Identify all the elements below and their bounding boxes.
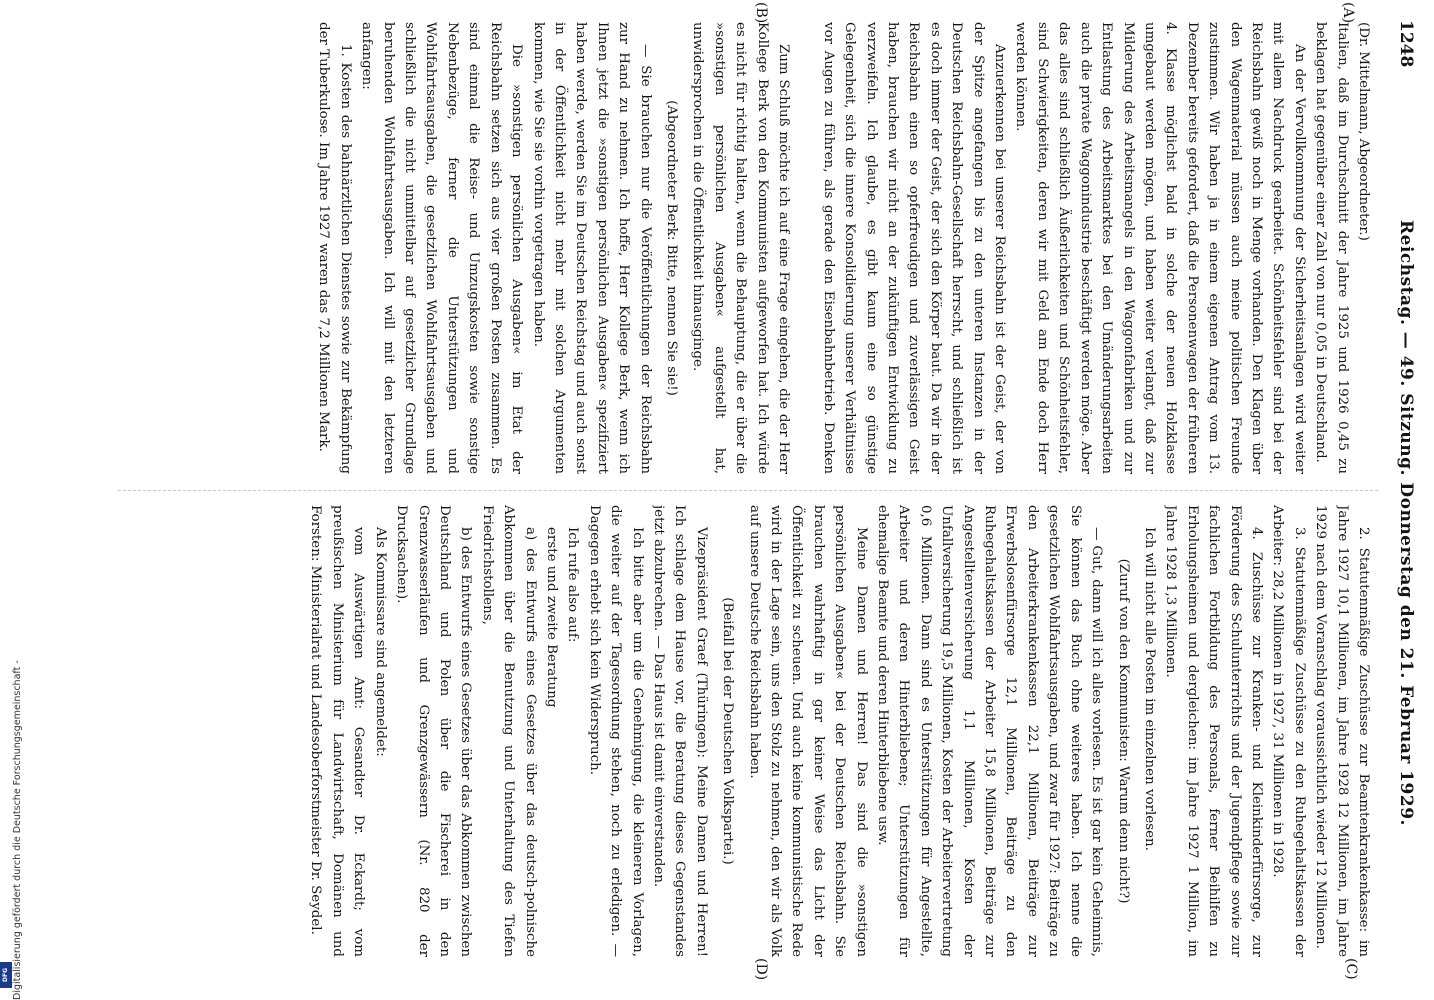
- digitization-credit: Digitalisierung gefördert durch die Deutsche Forschungsgemeinschaft -: [12, 660, 23, 1000]
- column-separator: [118, 490, 1378, 491]
- paragraph: — Gut, dann will ich alles vorlesen. Es ist gar kein Geheimnis, Sie können das Buch ohne weiteres haben. Ich nenne die gesetzlichen Wohlfahrtsausgaben, und zwar für 1927: Beiträge zu den Arbeiterkrankenkassen 22,1 Millionen, Beiträge zur Erwerbslosenfürsorge 12,1 Millionen, Beiträge zu den Ruhegehaltskassen der Arbeiter 15,8 Millionen, Beiträge zur Angestelltenversicherung 1,1 Millionen, Kosten der Unfallversicherung 19,5 Millionen, Kosten der Arbeitervertretung 0,6 Millionen. Dann sind es Unterstützungen für Angestellte, Arbeiter und deren Hinterbliebene; Unterstützungen für ehemalige Beamte und deren Hinterbliebene usw.: [875, 505, 1105, 957]
- paragraph: erste und zweite Beratung: [543, 527, 559, 708]
- paragraph: Anzuerkennen bei unserer Reichsbahn ist der Geist, der von der Spitze angefangen bis zu den unteren Instanzen in der Deutschen Reichsbahn-Gesellschaft herrscht, und schließlich ist es doch immer der Geist, der sich den Körper baut. Da wir in der Reichsbahn einen so opferfreudigen und zuverlässigen Geist haben, brauchen wir nicht an der zukünftigen Entwicklung zu verzweifeln. Ich glaube, es gibt kaum eine so günstige Gelegenheit, sich die innere Konsolidierung unserer Verhältnisse vor Augen zu führen, als gerade den Eisenbahnbetrieb. Denken: [820, 22, 1008, 474]
- list-item: 3. Statutenmäßige Zuschüsse zu den Ruhegehaltskassen der Arbeiter: 28,2 Millionen in 1927, 31 Millionen in 1928.: [1270, 505, 1307, 957]
- dfg-logo: DFG: [0, 962, 12, 988]
- speaker-line: (Dr. Mittelmann, Abgeordneter.): [1356, 22, 1371, 241]
- list-item: b) des Entwurfs eines Gesetzes über das Abkommen zwischen Deutschland und Polen über die Fischerei in den Grenzwasserläufen und Grenzgewässern (Nr. 820 der Drucksachen).: [394, 505, 474, 957]
- paragraph: Die »sonstigen persönlichen Ausgaben« im Etat der Reichsbahn setzen sich aus vier großen Posten zusammen. Es sind einmal die Reise- und Umzugskosten sowie sonstige Nebenbezüge, ferner die Unterstützungen und Wohlfahrtsausgaben, die gesetzlichen Wohlfahrtsausgaben und schließlich die nicht unmittelbar auf gesetzlicher Grundlage beruhenden Wohlfahrtsausgaben. Ich will mit den letzteren anfangen:: [359, 22, 525, 474]
- paragraph: Ich will nicht alle Posten im einzelnen vorlesen.: [1141, 527, 1157, 851]
- list-item: 2. Statutenmäßige Zuschüsse zur Beamtenkrankenkasse: im Jahre 1927 10,1 Millionen, im Jahre 1928 12 Millionen, im Jahre 1929 nach dem Voranschlag voraussichtlich wieder 12 Millionen.: [1313, 505, 1371, 957]
- interjection: (Zuruf von den Kommunisten: Warum denn nicht?): [1115, 558, 1131, 904]
- interjection: (Abgeordneter Berk: Bitte, nennen Sie sie!): [663, 100, 679, 396]
- list-item: 1. Kosten des bahnärztlichen Dienstes sowie zur Bekämpfung der Tuberkulose. Im Jahre 1927 waren das 7,2 Millionen Mark.: [316, 22, 353, 474]
- paragraph: Zum Schluß möchte ich auf eine Frage eingehen, die der Herr Kollege Berk von den Kommunisten aufgeworfen hat. Ich würde es nicht für richtig halten, wenn die Behauptung, die er über die »sonstigen persönlichen Ausgaben« aufgestellt hat, unwidersprochen in die Öffentlichkeit hinausginge.: [690, 22, 791, 474]
- page-number: 1248: [1396, 20, 1416, 68]
- margin-mark-a: (A): [1340, 2, 1356, 24]
- left-column: [814, 22, 1374, 474]
- running-title: Reichstag. — 49. Sitzung. Donnerstag den 21. Februar 1929.: [1396, 220, 1416, 826]
- paragraph: Vizepräsident Graef (Thüringen): Meine Damen und Herren! Ich schlage dem Hause vor, die Beratung dieses Gegenstandes jetzt abzubrechen. — Das Haus ist damit einverstanden.: [651, 505, 709, 957]
- margin-mark-b: (B): [753, 2, 769, 24]
- paragraph: An der Vervollkommnung der Sicherheitsanlagen wird weiter mit allem Nachdruck gearbeitet. Schönheitsfehler sind bei der Reichsbahn gewiß noch in Menge vorhanden. Den Klagen über den Wagenmaterial müssen auch meine politischen Freunde zustimmen. Wir haben ja in einem eigenen Antrag vom 13. Dezember bereits gefordert, daß die Personenwagen der früheren 4. Klasse möglichst bald in solche der neuen Holzklasse umgebaut werden mögen, und haben weiter verlangt, daß zur Milderung des Arbeitsmangels in den Waggonfabriken und zur Entlastung des Arbeitsmarktes bei den Umänderungsarbeiten auch die private Waggonindustrie beschäftigt werden möge. Aber das alles sind schließlich Äußerlichkeiten und Schönheitsfehler, sind Schwierigkeiten, deren wir mit Geld am Ende doch Herr werden können.: [1013, 22, 1307, 474]
- paragraph: Ich rufe also auf:: [565, 527, 581, 643]
- paragraph: Ich bitte aber um die Genehmigung, die kleineren Vorlagen, die weiter auf der Tagesordnung stehen, noch zu erledigen. — Dagegen erhebt sich kein Widerspruch.: [586, 505, 645, 957]
- applause-note: (Beifall bei der Deutschen Volkspartei.): [720, 597, 736, 865]
- list-item: 4. Zuschüsse zur Kranken- und Kleinkinderfürsorge, zur Förderung des Schulunterrichts und der Jugendpflege sowie zur fachlichen Fortbildung des Personals, ferner Beihilfen zu Erholungsheimen und dergleichen: im Jahre 1927 1 Million, im Jahre 1928 1,3 Millionen.: [1163, 505, 1264, 957]
- paragraph: — Sie brauchen nur die Veröffentlichungen der Reichsbahn zur Hand zu nehmen. Ich hoffe, Herr Kollege Berk, wenn ich Ihnen jetzt die »sonstigen persönlichen Ausgaben« spezifiziert haben werde, werden Sie im Deutschen Reichstag und auch sonst in der Öffentlichkeit nicht mehr mit solchen Argumenten kommen, wie Sie sie vorhin vorgetragen haben.: [530, 22, 653, 474]
- margin-mark-c: (C): [1343, 958, 1359, 980]
- paragraph: Italien, daß im Durchschnitt der Jahre 1925 und 1926 0,45 zu beklagen hat gegenüber einer Zahl von nur 0,05 in Deutschland.: [1313, 22, 1350, 474]
- paragraph: Meine Damen und Herren! Das sind die »sonstigen persönlichen Ausgaben« bei der Deutschen Reichsbahn. Sie brauchen wahrhaftig in gar keiner Weise das Licht der Öffentlichkeit zu scheuen. Und auch keine kommunistische Rede wird in der Lage sein, uns den Stolz zu nehmen, den wir als Volk auf unsere Deutsche Reichsbahn haben.: [746, 505, 869, 957]
- list-item: a) des Entwurfs eines Gesetzes über das deutsch-polnische Abkommen über die Benutzung und Unterhaltung des Tiefen Friedrichstollens,: [479, 505, 538, 957]
- page-header: [1386, 20, 1416, 920]
- paragraph: vom Auswärtigen Amt: Gesandter Dr. Eckardt; vom preußischen Ministerium für Landwirtschaft, Domänen und Forsten: Ministerialrat und Landesoberforstmeister Dr. Seydel.: [308, 505, 367, 957]
- paragraph: Als Kommissare sind angemeldet:: [372, 527, 388, 757]
- margin-mark-d: (D): [753, 958, 769, 981]
- right-column: [264, 505, 1374, 957]
- left-column-lower: [234, 22, 794, 474]
